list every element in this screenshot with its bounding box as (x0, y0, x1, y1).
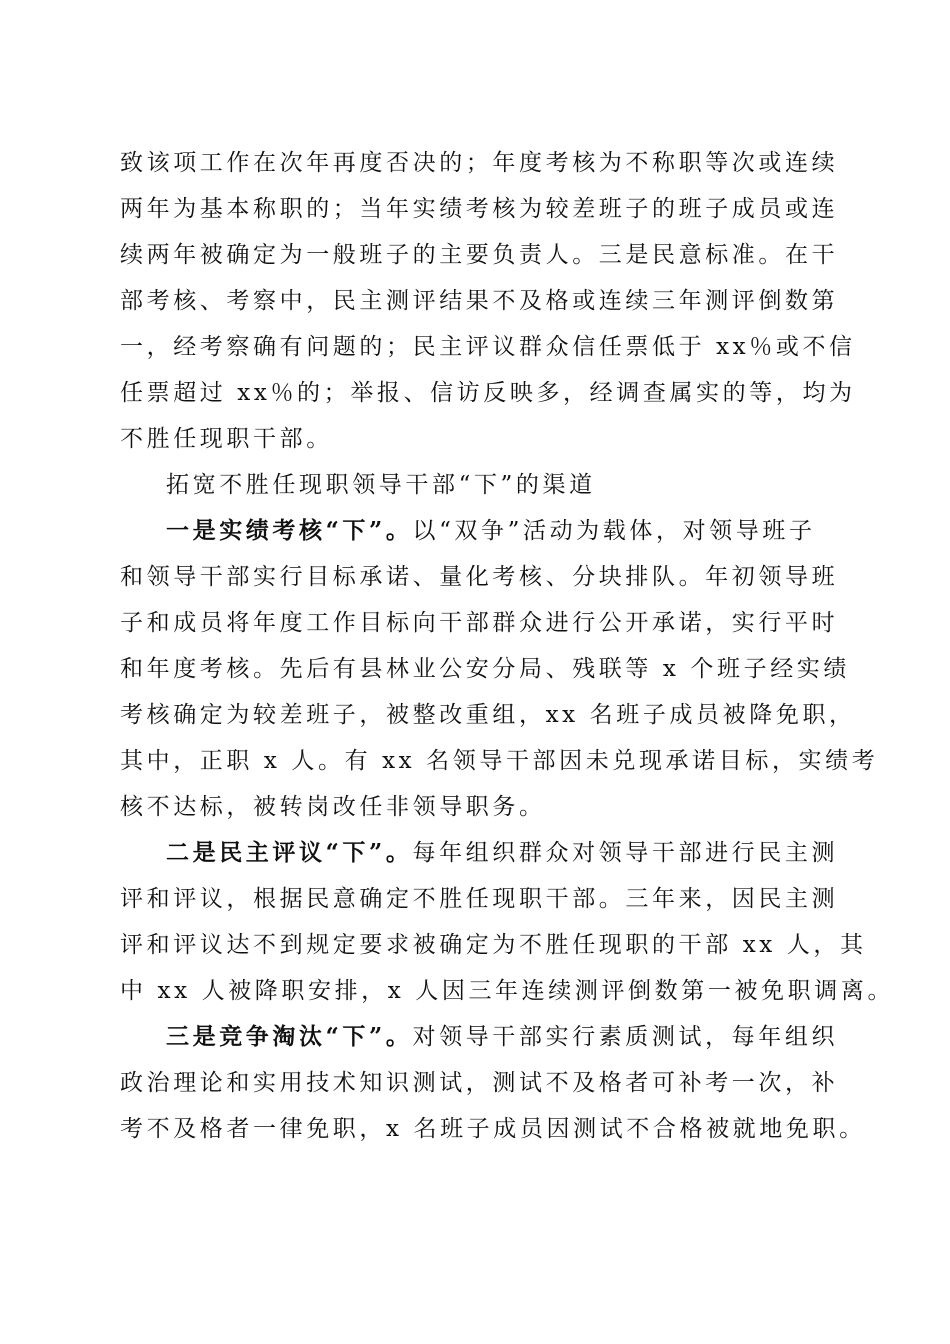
paragraph-lead: 一是实绩考核“下”。 (166, 517, 413, 544)
text-line: 核不达标，被转岗改任非领导职务。 (120, 794, 546, 820)
text-line: 续两年被确定为一般班子的主要负责人。三是民意标准。在干 (120, 242, 839, 268)
text-line: 考不及格者一律免职，x 名班子成员因测试不合格被就地免职。 (120, 1116, 866, 1142)
text-line: 评和评议达不到规定要求被确定为不胜任现职的干部 xx 人，其 (120, 932, 867, 958)
paragraph-lead: 二是民主评议“下”。 (166, 839, 413, 866)
section-heading: 拓宽不胜任现职领导干部“下”的渠道 (166, 472, 596, 498)
text-line: 和年度考核。先后有县林业公安分局、残联等 x 个班子经实绩 (120, 656, 850, 682)
text-line: 一，经考察确有问题的；民主评议群众信任票低于 xx％或不信 (120, 334, 856, 360)
text-line: 评和评议，根据民意确定不胜任现职干部。三年来，因民主测 (120, 886, 839, 912)
text-line: 考核确定为较差班子，被整改重组，xx 名班子成员被降免职， (120, 702, 856, 728)
document-page (120, 140, 895, 1152)
text-line: 任票超过 xx％的；举报、信访反映多，经调查属实的等，均为 (120, 380, 856, 406)
paragraph-first-line (120, 830, 839, 876)
paragraph-lead: 三是竞争淘汰“下”。 (166, 1023, 413, 1050)
paragraph-first-line (120, 508, 830, 554)
text-line: 部考核、考察中，民主测评结果不及格或连续三年测评倒数第 (120, 288, 839, 314)
paragraph-text: 对领导干部实行素质测试，每年组织 (412, 1024, 839, 1050)
paragraph-text: 每年组织群众对领导干部进行民主测 (412, 840, 839, 866)
text-line: 不胜任现职干部。 (120, 426, 333, 452)
paragraph-text: 以“双争”活动为载体，对领导班子 (412, 518, 816, 544)
text-line: 子和成员将年度工作目标向干部群众进行公开承诺，实行平时 (120, 610, 839, 636)
text-line: 两年为基本称职的；当年实绩考核为较差班子的班子成员或连 (120, 196, 839, 222)
text-line: 中 xx 人被降职安排，x 人因三年连续测评倒数第一被免职调离。 (120, 978, 895, 1004)
text-line: 致该项工作在次年再度否决的；年度考核为不称职等次或连续 (120, 150, 839, 176)
paragraph-first-line (120, 1014, 839, 1060)
text-line: 政治理论和实用技术知识测试，测试不及格者可补考一次，补 (120, 1070, 839, 1096)
text-line: 其中，正职 x 人。有 xx 名领导干部因未兑现承诺目标，实绩考 (120, 748, 879, 774)
text-line: 和领导干部实行目标承诺、量化考核、分块排队。年初领导班 (120, 564, 839, 590)
